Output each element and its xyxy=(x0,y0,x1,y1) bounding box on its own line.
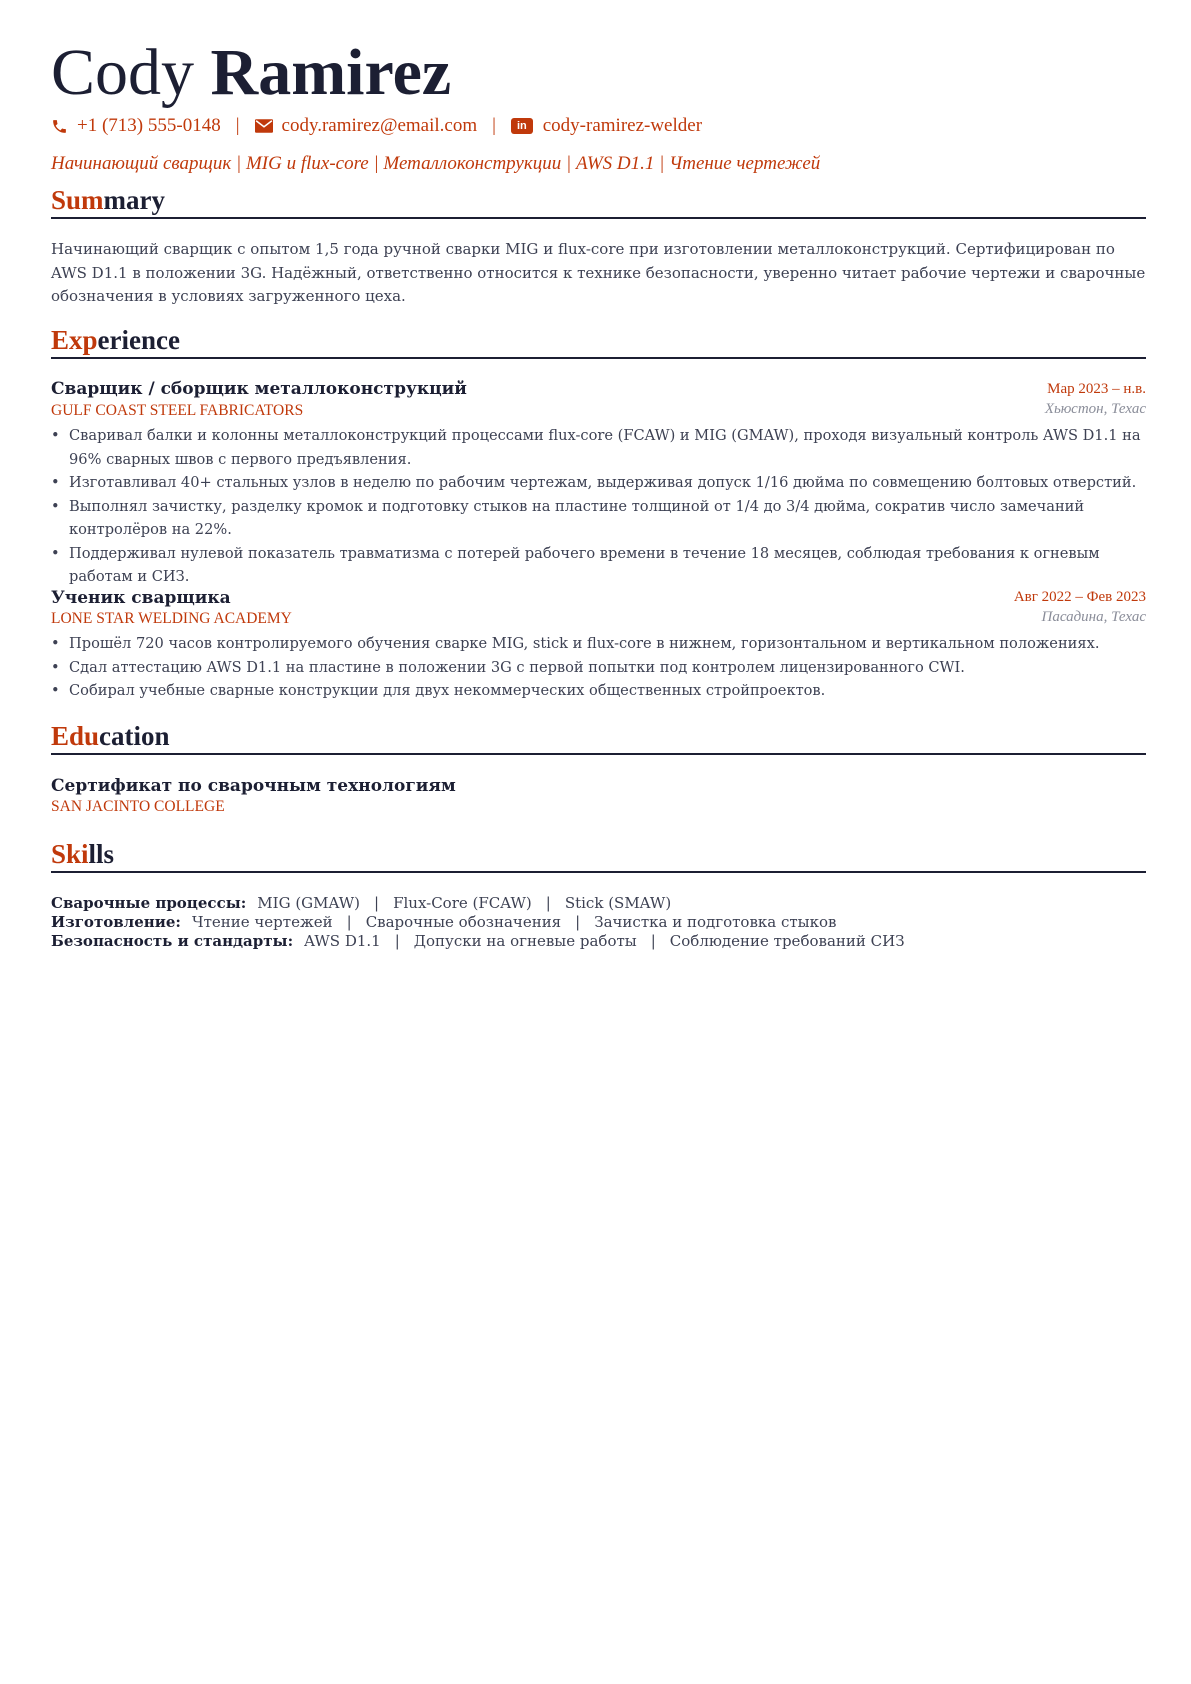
contact-separator: | xyxy=(235,115,240,136)
last-name: Ramirez xyxy=(210,36,452,109)
job-dates: Авг 2022 – Фев 2023 xyxy=(1013,589,1146,605)
job-bullet: • Поддерживал нулевой показатель травматизма с потерей рабочего времени в течение 18 месяцев, соблюдая требования к огневым работам и СИЗ. xyxy=(51,542,1146,589)
skills-heading xyxy=(51,838,1146,873)
first-name: Cody xyxy=(51,36,195,109)
contact-bar xyxy=(51,114,702,138)
job-dates: Мар 2023 – н.в. xyxy=(1047,381,1146,397)
skill-item: Допуски на огневые работы xyxy=(413,932,637,950)
contact-phone[interactable] xyxy=(51,115,221,137)
experience-heading-accent: Exp xyxy=(51,325,98,355)
job-company: LONE STAR WELDING ACADEMY xyxy=(51,610,292,627)
contact-linkedin[interactable] xyxy=(511,115,702,137)
skill-row xyxy=(51,912,836,932)
skill-item: Чтение чертежей xyxy=(191,913,333,931)
education-heading xyxy=(51,720,1146,755)
email-text: cody.ramirez@email.com xyxy=(281,115,478,136)
skill-item: MIG (GMAW) xyxy=(257,894,361,912)
job-location: Хьюстон, Техас xyxy=(1044,401,1146,417)
skill-item: Stick (SMAW) xyxy=(564,894,672,912)
skill-item: Зачистка и подготовка стыков xyxy=(594,913,837,931)
skill-separator: | xyxy=(650,932,656,950)
skill-category-label: Сварочные процессы: xyxy=(51,894,247,912)
skills-heading-accent: Ski xyxy=(51,839,89,869)
summary-heading xyxy=(51,184,1146,219)
education-heading-accent: Edu xyxy=(51,721,100,751)
skill-category-label: Безопасность и стандарты: xyxy=(51,932,294,950)
envelope-icon xyxy=(255,119,273,133)
job-bullet: • Собирал учебные сварные конструкции для двух некоммерческих общественных стройпроектов. xyxy=(51,679,1146,703)
skill-separator: | xyxy=(575,913,581,931)
skill-item: Соблюдение требований СИЗ xyxy=(669,932,905,950)
job-bullet: • Изготавливал 40+ стальных узлов в неделю по рабочим чертежам, выдерживая допуск 1/16 дюйма по совмещению болтовых отверстий. xyxy=(51,471,1146,495)
candidate-name xyxy=(51,36,451,110)
job-bullets xyxy=(51,424,1146,589)
skill-item: Сварочные обозначения xyxy=(365,913,562,931)
summary-text: Начинающий сварщик с опытом 1,5 года ручной сварки MIG и flux-core при изготовлении металлоконструкций. Сертифицирован по AWS D1.1 в положении 3G. Надёжный, ответственно относится к технике безопасности, уверенно читает рабочие чертежи и сварочные обозначения в условиях загруженного цеха. xyxy=(51,240,1146,305)
education-degree: Сертификат по сварочным технологиям xyxy=(51,776,456,796)
skill-item: AWS D1.1 xyxy=(304,932,381,950)
job-location: Пасадина, Техас xyxy=(1041,609,1146,625)
job-bullet: • Выполнял зачистку, разделку кромок и подготовку стыков на пластине толщиной от 1/4 до 3/4 дюйма, сократив число замечаний контролёров на 22%. xyxy=(51,495,1146,542)
summary-heading-rest: mary xyxy=(103,185,166,215)
phone-icon xyxy=(51,118,68,135)
skill-separator: | xyxy=(346,913,352,931)
education-school: SAN JACINTO COLLEGE xyxy=(51,798,225,815)
skill-separator: | xyxy=(545,894,551,912)
job-bullet: • Сдал аттестацию AWS D1.1 на пластине в положении 3G с первой попытки под контролем лицензированного CWI. xyxy=(51,656,1146,680)
experience-heading xyxy=(51,324,1146,359)
contact-email[interactable] xyxy=(255,115,478,137)
education-heading-rest: cation xyxy=(99,721,170,751)
linkedin-text: cody-ramirez-welder xyxy=(542,115,703,136)
skills-heading-rest: lls xyxy=(88,839,115,869)
skill-separator: | xyxy=(374,894,380,912)
skill-row xyxy=(51,893,671,913)
job-title: Сварщик / сборщик металлоконструкций xyxy=(51,379,467,399)
headline-tagline: Начинающий сварщик | MIG и flux-core | Металлоконструкции | AWS D1.1 | Чтение чертежей xyxy=(51,153,821,174)
summary-heading-accent: Sum xyxy=(51,185,104,215)
linkedin-icon: in xyxy=(511,118,533,134)
job-bullet: • Сваривал балки и колонны металлоконструкций процессами flux-core (FCAW) и MIG (GMAW), проходя визуальный контроль AWS D1.1 на 96% сварных швов с первого предъявления. xyxy=(51,424,1146,471)
skill-item: Flux-Core (FCAW) xyxy=(393,894,532,912)
skill-category-label: Изготовление: xyxy=(51,913,181,931)
contact-separator: | xyxy=(492,115,496,136)
job-company: GULF COAST STEEL FABRICATORS xyxy=(51,402,304,419)
job-title: Ученик сварщика xyxy=(51,588,231,608)
skill-separator: | xyxy=(394,932,400,950)
phone-text: +1 (713) 555-0148 xyxy=(77,115,221,136)
experience-heading-rest: erience xyxy=(97,325,180,355)
job-bullet: • Прошёл 720 часов контролируемого обучения сварке MIG, stick и flux-core в нижнем, горизонтальном и вертикальном положениях. xyxy=(51,632,1146,656)
job-bullets xyxy=(51,632,1146,703)
skill-row xyxy=(51,931,905,951)
